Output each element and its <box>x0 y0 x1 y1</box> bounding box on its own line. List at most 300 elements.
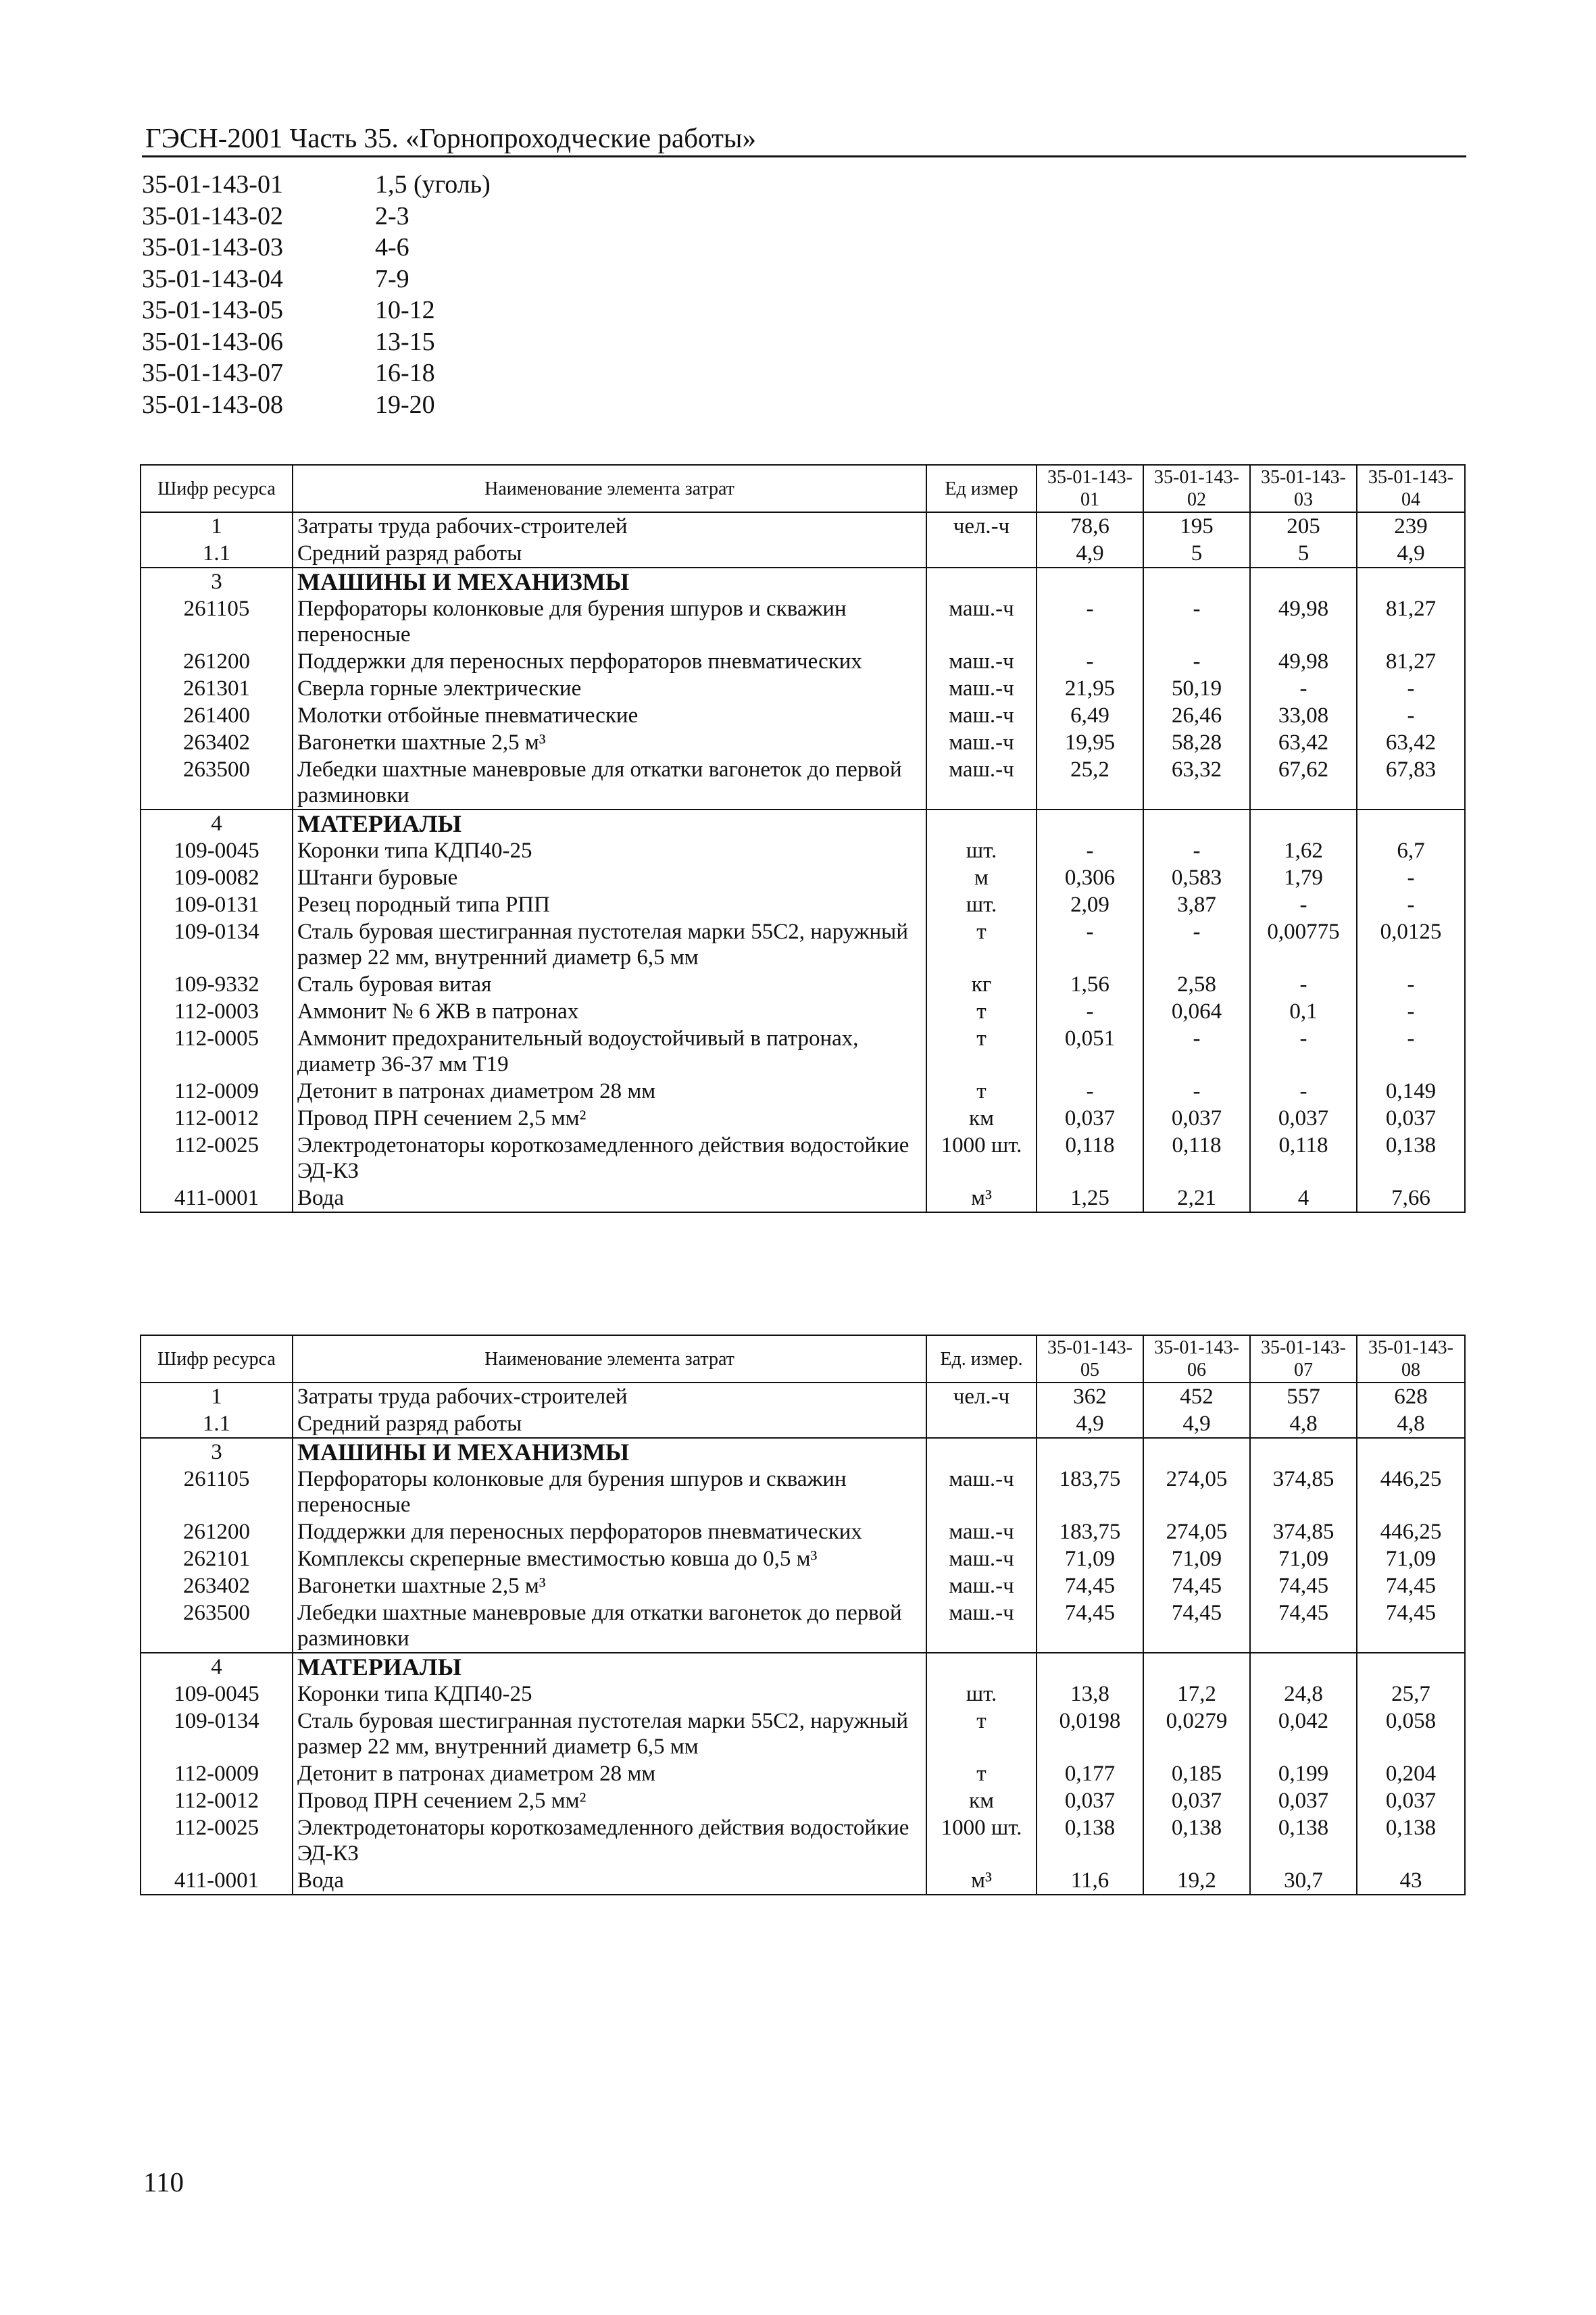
unit-cell <box>926 1653 1037 1681</box>
unit-cell: маш.-ч <box>926 1545 1037 1572</box>
norm-value-cell: - <box>1357 971 1465 998</box>
resource-code-cell: 3 <box>141 1438 293 1466</box>
norm-value-cell: 63,42 <box>1250 729 1357 756</box>
norm-value-cell: 239 <box>1357 512 1465 540</box>
norm-value-cell: 0,00775 <box>1250 918 1357 971</box>
cost-element-cell: Аммонит предохранительный водоустойчивый в патронах, диаметр 36-37 мм Т19 <box>293 1025 926 1078</box>
unit-cell <box>926 568 1037 595</box>
resource-code-cell: 411-0001 <box>141 1867 293 1895</box>
norm-value-cell <box>1037 1438 1143 1466</box>
norm-value-cell: 5 <box>1250 540 1357 568</box>
header-norm-col: 35-01-143-07 <box>1250 1335 1357 1383</box>
norm-value-cell: 274,05 <box>1143 1466 1250 1518</box>
table-row <box>141 1867 1465 1895</box>
table-row <box>141 1599 1465 1653</box>
norm-value-cell: - <box>1037 837 1143 864</box>
norm-value-cell: 2,58 <box>1143 971 1250 998</box>
resource-code-cell: 4 <box>141 1653 293 1681</box>
norm-value-cell: 0,0198 <box>1037 1708 1143 1760</box>
norm-value-cell: - <box>1143 1025 1250 1078</box>
table-row <box>141 1708 1465 1760</box>
norm-value-cell: 4,9 <box>1357 540 1465 568</box>
norm-parameter: 10-12 <box>375 296 435 324</box>
header-norm-col: 35-01-143-01 <box>1037 465 1143 512</box>
norm-value-cell: 0,042 <box>1250 1708 1357 1760</box>
table-row <box>141 810 1465 837</box>
resource-code-cell: 109-0131 <box>141 891 293 918</box>
norm-value-cell: - <box>1143 918 1250 971</box>
resource-code-cell: 112-0003 <box>141 998 293 1025</box>
cost-element-cell: Детонит в патронах диаметром 28 мм <box>293 1760 926 1787</box>
norm-value-cell: 49,98 <box>1250 648 1357 675</box>
unit-cell: шт. <box>926 1681 1037 1708</box>
norm-value-cell: 0,037 <box>1037 1105 1143 1132</box>
norm-value-cell: 0,185 <box>1143 1760 1250 1787</box>
norm-value-cell: 0,037 <box>1357 1105 1465 1132</box>
cost-element-cell: Вода <box>293 1185 926 1212</box>
table-row <box>141 891 1465 918</box>
norm-value-cell: 4,9 <box>1037 540 1143 568</box>
norm-value-cell: 4,8 <box>1357 1410 1465 1438</box>
norm-value-cell: - <box>1037 1078 1143 1105</box>
norm-value-cell: 4,8 <box>1250 1410 1357 1438</box>
norm-value-cell: 50,19 <box>1143 675 1250 702</box>
table-row <box>141 1025 1465 1078</box>
norm-value-cell: 2,21 <box>1143 1185 1250 1212</box>
resource-code-cell: 261105 <box>141 1466 293 1518</box>
resource-code-cell: 263500 <box>141 1599 293 1653</box>
norm-value-cell: 3,87 <box>1143 891 1250 918</box>
table-row <box>141 540 1465 568</box>
table-row <box>141 1572 1465 1599</box>
resource-code-cell: 112-0009 <box>141 1760 293 1787</box>
unit-cell: м <box>926 864 1037 891</box>
table-row <box>141 971 1465 998</box>
norm-value-cell: 0,138 <box>1250 1814 1357 1867</box>
resource-code-cell: 261200 <box>141 1518 293 1545</box>
unit-cell: м³ <box>926 1867 1037 1895</box>
table-row <box>141 1466 1465 1518</box>
norm-value-cell: 74,45 <box>1037 1599 1143 1653</box>
norm-value-cell: 0,0125 <box>1357 918 1465 971</box>
resource-code-cell: 1.1 <box>141 540 293 568</box>
norm-value-cell <box>1250 810 1357 837</box>
unit-cell <box>926 540 1037 568</box>
norm-value-cell: - <box>1037 998 1143 1025</box>
resource-code-cell: 109-9332 <box>141 971 293 998</box>
norm-value-cell: 33,08 <box>1250 702 1357 729</box>
norm-value-cell <box>1037 568 1143 595</box>
cost-element-cell: Вагонетки шахтные 2,5 м³ <box>293 1572 926 1599</box>
resource-code-cell: 1.1 <box>141 1410 293 1438</box>
unit-cell: шт. <box>926 891 1037 918</box>
table-row <box>141 1787 1465 1814</box>
norm-value-cell: 25,2 <box>1037 756 1143 810</box>
unit-cell: м³ <box>926 1185 1037 1212</box>
norm-value-cell: 452 <box>1143 1383 1250 1410</box>
norm-value-cell: 0,058 <box>1357 1708 1465 1760</box>
norm-value-cell: 0,138 <box>1357 1132 1465 1185</box>
table-row <box>141 1132 1465 1185</box>
resource-code-cell: 109-0045 <box>141 837 293 864</box>
norm-value-cell: 74,45 <box>1037 1572 1143 1599</box>
code-list-item <box>142 295 491 326</box>
table-row <box>141 1814 1465 1867</box>
header-norm-col: 35-01-143-02 <box>1143 465 1250 512</box>
norm-value-cell: 0,204 <box>1357 1760 1465 1787</box>
unit-cell: т <box>926 1760 1037 1787</box>
unit-cell: маш.-ч <box>926 648 1037 675</box>
resource-code-cell: 1 <box>141 512 293 540</box>
code-list-item <box>142 357 491 389</box>
resource-code-cell: 1 <box>141 1383 293 1410</box>
norm-value-cell: 195 <box>1143 512 1250 540</box>
norm-value-cell: 30,7 <box>1250 1867 1357 1895</box>
norm-value-cell: 183,75 <box>1037 1518 1143 1545</box>
cost-element-cell: Средний разряд работы <box>293 540 926 568</box>
unit-cell: км <box>926 1787 1037 1814</box>
cost-element-cell: Провод ПРН сечением 2,5 мм² <box>293 1105 926 1132</box>
resource-code-cell: 3 <box>141 568 293 595</box>
cost-element-cell: Вагонетки шахтные 2,5 м³ <box>293 729 926 756</box>
cost-element-cell: Перфораторы колонковые для бурения шпуров и скважин переносные <box>293 1466 926 1518</box>
table-row <box>141 568 1465 595</box>
unit-cell: маш.-ч <box>926 756 1037 810</box>
code-list-item <box>142 232 491 264</box>
cost-element-cell: Детонит в патронах диаметром 28 мм <box>293 1078 926 1105</box>
table-row <box>141 675 1465 702</box>
code-list-item <box>142 169 491 201</box>
norm-parameter: 1,5 (уголь) <box>375 170 491 199</box>
header-unit: Ед. измер. <box>926 1335 1037 1383</box>
cost-element-cell: Поддержки для переносных перфораторов пневматических <box>293 648 926 675</box>
norm-value-cell <box>1037 810 1143 837</box>
norm-value-cell: 19,95 <box>1037 729 1143 756</box>
norm-value-cell: 1,79 <box>1250 864 1357 891</box>
table-row <box>141 648 1465 675</box>
norm-parameter: 13-15 <box>375 327 435 356</box>
norm-value-cell: - <box>1037 648 1143 675</box>
norm-value-cell <box>1250 1438 1357 1466</box>
unit-cell: чел.-ч <box>926 1383 1037 1410</box>
cost-element-cell: Лебедки шахтные маневровые для откатки вагонеток до первой разминовки <box>293 1599 926 1653</box>
unit-cell: маш.-ч <box>926 702 1037 729</box>
norm-value-cell: 25,7 <box>1357 1681 1465 1708</box>
unit-cell: маш.-ч <box>926 1572 1037 1599</box>
resource-code-cell: 109-0134 <box>141 1708 293 1760</box>
norm-value-cell: 6,49 <box>1037 702 1143 729</box>
norm-value-cell: 63,32 <box>1143 756 1250 810</box>
norm-value-cell: 74,45 <box>1357 1572 1465 1599</box>
table-row <box>141 1545 1465 1572</box>
table-row <box>141 1438 1465 1466</box>
cost-element-cell: Затраты труда рабочих-строителей <box>293 512 926 540</box>
norm-value-cell: 74,45 <box>1250 1572 1357 1599</box>
cost-element-cell: Сталь буровая шестигранная пустотелая марки 55С2, наружный размер 22 мм, внутренний диаметр 6,5 мм <box>293 1708 926 1760</box>
norm-value-cell: 7,66 <box>1357 1185 1465 1212</box>
norm-value-cell: - <box>1037 595 1143 648</box>
norm-value-cell: 6,7 <box>1357 837 1465 864</box>
norm-value-cell <box>1143 1438 1250 1466</box>
resource-code-cell: 262101 <box>141 1545 293 1572</box>
resource-code-cell: 263402 <box>141 729 293 756</box>
code-list-item <box>142 389 491 421</box>
unit-cell: т <box>926 1078 1037 1105</box>
resource-code-cell: 411-0001 <box>141 1185 293 1212</box>
norm-value-cell: - <box>1357 675 1465 702</box>
norm-value-cell: 0,149 <box>1357 1078 1465 1105</box>
resource-code-cell: 261105 <box>141 595 293 648</box>
table-row <box>141 1410 1465 1438</box>
resource-code-cell: 112-0012 <box>141 1787 293 1814</box>
norm-code: 35-01-143-01 <box>142 170 283 199</box>
page-number: 110 <box>143 2166 184 2197</box>
norm-value-cell: - <box>1250 675 1357 702</box>
norm-value-cell: 0,037 <box>1250 1787 1357 1814</box>
table-row <box>141 1681 1465 1708</box>
table-row <box>141 756 1465 810</box>
norm-value-cell: 49,98 <box>1250 595 1357 648</box>
table-row <box>141 1185 1465 1212</box>
norm-value-cell: - <box>1357 891 1465 918</box>
cost-element-cell: Электродетонаторы короткозамедленного действия водостойкие ЭД-КЗ <box>293 1814 926 1867</box>
norm-value-cell: 446,25 <box>1357 1466 1465 1518</box>
norm-value-cell <box>1357 568 1465 595</box>
norm-value-cell: - <box>1250 1025 1357 1078</box>
resource-code-cell: 112-0009 <box>141 1078 293 1105</box>
norm-value-cell: 67,83 <box>1357 756 1465 810</box>
norm-value-cell: 0,1 <box>1250 998 1357 1025</box>
norm-value-cell: 0,064 <box>1143 998 1250 1025</box>
norm-value-cell: 0,037 <box>1143 1787 1250 1814</box>
norm-value-cell: 0,138 <box>1037 1814 1143 1867</box>
norm-value-cell: 74,45 <box>1250 1599 1357 1653</box>
cost-element-cell: Лебедки шахтные маневровые для откатки вагонеток до первой разминовки <box>293 756 926 810</box>
code-list-item <box>142 201 491 232</box>
norm-value-cell <box>1143 810 1250 837</box>
norm-value-cell: 71,09 <box>1250 1545 1357 1572</box>
unit-cell: маш.-ч <box>926 595 1037 648</box>
norm-value-cell: 71,09 <box>1357 1545 1465 1572</box>
norm-value-cell <box>1143 568 1250 595</box>
table-row <box>141 864 1465 891</box>
unit-cell: чел.-ч <box>926 512 1037 540</box>
cost-element-cell: Поддержки для переносных перфораторов пневматических <box>293 1518 926 1545</box>
norm-value-cell: 205 <box>1250 512 1357 540</box>
table-row <box>141 1518 1465 1545</box>
norm-value-cell: 1,25 <box>1037 1185 1143 1212</box>
table-row <box>141 1653 1465 1681</box>
norm-value-cell: 43 <box>1357 1867 1465 1895</box>
norm-value-cell: 17,2 <box>1143 1681 1250 1708</box>
table-row <box>141 1078 1465 1105</box>
table-row <box>141 1383 1465 1410</box>
cost-element-cell: Вода <box>293 1867 926 1895</box>
norm-value-cell: 71,09 <box>1143 1545 1250 1572</box>
norm-code: 35-01-143-06 <box>142 327 283 356</box>
code-list-item <box>142 326 491 358</box>
norm-value-cell: 0,177 <box>1037 1760 1143 1787</box>
norm-value-cell: - <box>1250 891 1357 918</box>
cost-element-cell: Сверла горные электрические <box>293 675 926 702</box>
norm-value-cell: 0,037 <box>1250 1105 1357 1132</box>
unit-cell: маш.-ч <box>926 1518 1037 1545</box>
norm-parameter: 2-3 <box>375 201 409 230</box>
resource-code-cell: 109-0082 <box>141 864 293 891</box>
unit-cell: км <box>926 1105 1037 1132</box>
table-row <box>141 512 1465 540</box>
resource-code-cell: 112-0025 <box>141 1132 293 1185</box>
header-norm-col: 35-01-143-08 <box>1357 1335 1465 1383</box>
norm-value-cell: 0,138 <box>1357 1814 1465 1867</box>
resource-code-cell: 261301 <box>141 675 293 702</box>
cost-element-cell: Комплексы скреперные вместимостью ковша до 0,5 м³ <box>293 1545 926 1572</box>
unit-cell: т <box>926 998 1037 1025</box>
norm-value-cell: 19,2 <box>1143 1867 1250 1895</box>
unit-cell: шт. <box>926 837 1037 864</box>
norm-value-cell: - <box>1143 1078 1250 1105</box>
header-resource-code: Шифр ресурса <box>141 1335 293 1383</box>
cost-element-cell: Провод ПРН сечением 2,5 мм² <box>293 1787 926 1814</box>
norm-value-cell: 0,037 <box>1037 1787 1143 1814</box>
norm-value-cell: 1,62 <box>1250 837 1357 864</box>
resource-code-cell: 4 <box>141 810 293 837</box>
norm-code: 35-01-143-03 <box>142 233 283 262</box>
unit-cell: т <box>926 1708 1037 1760</box>
cost-element-cell: Сталь буровая витая <box>293 971 926 998</box>
norm-value-cell: 63,42 <box>1357 729 1465 756</box>
cost-element-cell: МАШИНЫ И МЕХАНИЗМЫ <box>293 1438 926 1466</box>
cost-element-cell: Сталь буровая шестигранная пустотелая марки 55С2, наружный размер 22 мм, внутренний диаметр 6,5 мм <box>293 918 926 971</box>
norm-value-cell <box>1357 1653 1465 1681</box>
norm-value-cell: 0,583 <box>1143 864 1250 891</box>
norm-code: 35-01-143-07 <box>142 359 283 387</box>
norm-value-cell: 557 <box>1250 1383 1357 1410</box>
resource-code-cell: 261200 <box>141 648 293 675</box>
norm-value-cell: 446,25 <box>1357 1518 1465 1545</box>
cost-element-cell: Коронки типа КДП40-25 <box>293 837 926 864</box>
header-norm-col: 35-01-143-03 <box>1250 465 1357 512</box>
cost-element-cell: Резец породный типа РПП <box>293 891 926 918</box>
unit-cell: 1000 шт. <box>926 1814 1037 1867</box>
norm-code: 35-01-143-04 <box>142 264 283 293</box>
norm-value-cell: 4 <box>1250 1185 1357 1212</box>
norm-value-cell: 71,09 <box>1037 1545 1143 1572</box>
norm-value-cell: 374,85 <box>1250 1466 1357 1518</box>
resource-table-1 <box>140 464 1466 1213</box>
norm-value-cell: 183,75 <box>1037 1466 1143 1518</box>
unit-cell <box>926 1438 1037 1466</box>
unit-cell: маш.-ч <box>926 729 1037 756</box>
cost-element-cell: Электродетонаторы короткозамедленного действия водостойкие ЭД-КЗ <box>293 1132 926 1185</box>
unit-cell: маш.-ч <box>926 1466 1037 1518</box>
unit-cell: т <box>926 918 1037 971</box>
norm-value-cell: 24,8 <box>1250 1681 1357 1708</box>
norm-code-list <box>142 169 491 420</box>
norm-value-cell: 67,62 <box>1250 756 1357 810</box>
norm-value-cell: - <box>1250 1078 1357 1105</box>
header-cost-element: Наименование элемента затрат <box>293 465 926 512</box>
norm-value-cell: 0,138 <box>1143 1814 1250 1867</box>
header-cost-element: Наименование элемента затрат <box>293 1335 926 1383</box>
header-norm-col: 35-01-143-05 <box>1037 1335 1143 1383</box>
table-row <box>141 918 1465 971</box>
code-list-item <box>142 264 491 295</box>
norm-value-cell: - <box>1357 998 1465 1025</box>
norm-value-cell: - <box>1357 1025 1465 1078</box>
norm-value-cell: 11,6 <box>1037 1867 1143 1895</box>
norm-value-cell: - <box>1143 595 1250 648</box>
cost-element-cell: Коронки типа КДП40-25 <box>293 1681 926 1708</box>
resource-code-cell: 261400 <box>141 702 293 729</box>
header-norm-col: 35-01-143-06 <box>1143 1335 1250 1383</box>
norm-value-cell: 2,09 <box>1037 891 1143 918</box>
norm-value-cell: 58,28 <box>1143 729 1250 756</box>
cost-element-cell: Аммонит № 6 ЖВ в патронах <box>293 998 926 1025</box>
norm-value-cell: - <box>1143 837 1250 864</box>
norm-value-cell: 374,85 <box>1250 1518 1357 1545</box>
norm-value-cell: 1,56 <box>1037 971 1143 998</box>
cost-element-cell: Молотки отбойные пневматические <box>293 702 926 729</box>
norm-value-cell: 274,05 <box>1143 1518 1250 1545</box>
table-row <box>141 595 1465 648</box>
resource-code-cell: 109-0045 <box>141 1681 293 1708</box>
norm-parameter: 7-9 <box>375 264 409 293</box>
header-norm-col: 35-01-143-04 <box>1357 465 1465 512</box>
norm-value-cell: 4,9 <box>1143 1410 1250 1438</box>
norm-value-cell: - <box>1357 702 1465 729</box>
cost-element-cell: Штанги буровые <box>293 864 926 891</box>
resource-code-cell: 112-0025 <box>141 1814 293 1867</box>
norm-value-cell: 0,199 <box>1250 1760 1357 1787</box>
unit-cell <box>926 810 1037 837</box>
norm-code: 35-01-143-08 <box>142 390 283 419</box>
norm-value-cell: - <box>1037 918 1143 971</box>
norm-value-cell <box>1357 1438 1465 1466</box>
resource-table-2 <box>140 1335 1466 1895</box>
norm-value-cell: 5 <box>1143 540 1250 568</box>
norm-value-cell: 74,45 <box>1143 1572 1250 1599</box>
norm-code: 35-01-143-02 <box>142 201 283 230</box>
norm-parameter: 19-20 <box>375 390 435 419</box>
resource-code-cell: 112-0005 <box>141 1025 293 1078</box>
norm-value-cell <box>1037 1653 1143 1681</box>
cost-element-cell: Перфораторы колонковые для бурения шпуров и скважин переносные <box>293 595 926 648</box>
page-header-title: ГЭСН-2001 Часть 35. «Горнопроходческие работы» <box>145 122 756 153</box>
norm-value-cell: 81,27 <box>1357 595 1465 648</box>
table-row <box>141 998 1465 1025</box>
norm-value-cell <box>1250 568 1357 595</box>
norm-value-cell: 0,118 <box>1143 1132 1250 1185</box>
norm-value-cell: 0,051 <box>1037 1025 1143 1078</box>
norm-value-cell: 0,118 <box>1037 1132 1143 1185</box>
norm-value-cell: 74,45 <box>1143 1599 1250 1653</box>
unit-cell: маш.-ч <box>926 1599 1037 1653</box>
header-unit: Ед измер <box>926 465 1037 512</box>
norm-value-cell <box>1143 1653 1250 1681</box>
norm-parameter: 16-18 <box>375 359 435 387</box>
unit-cell: 1000 шт. <box>926 1132 1037 1185</box>
resource-code-cell: 263500 <box>141 756 293 810</box>
norm-value-cell <box>1357 810 1465 837</box>
table-row <box>141 1760 1465 1787</box>
norm-value-cell: 78,6 <box>1037 512 1143 540</box>
norm-value-cell: 362 <box>1037 1383 1143 1410</box>
unit-cell <box>926 1410 1037 1438</box>
header-divider <box>142 155 1466 157</box>
table-row <box>141 837 1465 864</box>
norm-value-cell: 4,9 <box>1037 1410 1143 1438</box>
